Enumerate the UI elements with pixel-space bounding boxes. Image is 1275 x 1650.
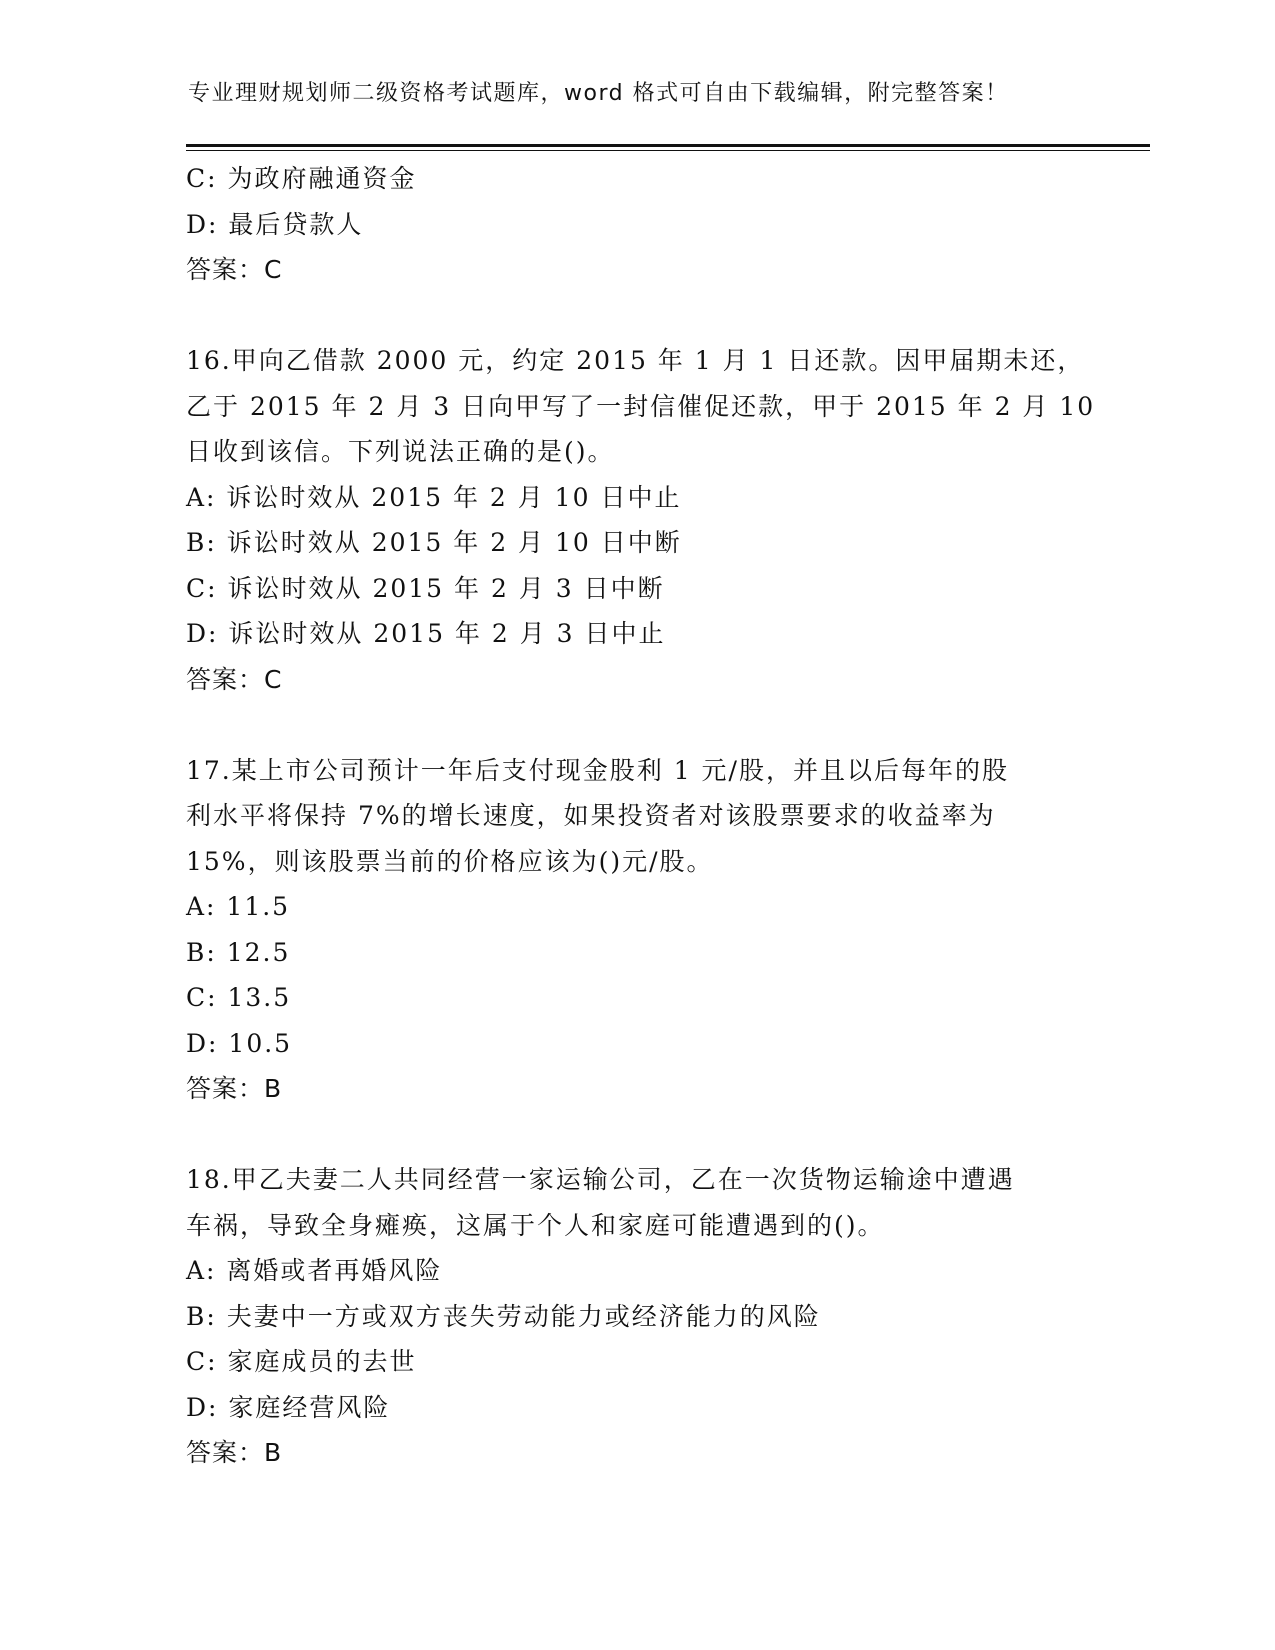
question-stem-line: 乙于 2015 年 2 月 3 日向甲写了一封信催促还款，甲于 2015 年 2 月 10 [186, 391, 1096, 421]
question-stem-line: 日收到该信。下列说法正确的是()。 [186, 437, 615, 466]
question-17 [186, 748, 1086, 1112]
option-b: B: 诉讼时效从 2015 年 2 月 10 日中断 [186, 528, 682, 557]
option-c: C: 为政府融通资金 [186, 164, 417, 193]
spacer [186, 1112, 1086, 1158]
option-a: A: 离婚或者再婚风险 [186, 1256, 443, 1285]
question-stem-line: 16.甲向乙借款 2000 元，约定 2015 年 1 月 1 日还款。因甲届期未还， [186, 346, 1085, 375]
option-d: D: 诉讼时效从 2015 年 2 月 3 日中止 [186, 619, 666, 648]
question-stem-line: 15%，则该股票当前的价格应该为()元/股。 [186, 846, 714, 876]
question-18 [186, 1157, 1086, 1476]
option-c: C: 家庭成员的去世 [186, 1347, 417, 1376]
spacer [186, 702, 1086, 748]
answer-line: 答案：B [186, 1074, 283, 1103]
option-c: C: 诉讼时效从 2015 年 2 月 3 日中断 [186, 573, 665, 603]
option-d: D: 家庭经营风险 [186, 1392, 391, 1422]
header-rule-thick [186, 144, 1150, 147]
document-body [186, 156, 1096, 1476]
question-stem-line: 18.甲乙夫妻二人共同经营一家运输公司，乙在一次货物运输途中遭遇 [186, 1165, 1015, 1194]
question-stem-line: 17.某上市公司预计一年后支付现金股利 1 元/股，并且以后每年的股 [186, 755, 1009, 785]
answer-line: 答案：B [186, 1438, 283, 1467]
question-stem-line: 车祸，导致全身瘫痪，这属于个人和家庭可能遭遇到的()。 [186, 1210, 885, 1240]
answer-line: 答案：C [186, 664, 283, 694]
option-a: A: 11.5 [186, 892, 291, 921]
question-stem-line: 利水平将保持 7%的增长速度，如果投资者对该股票要求的收益率为 [186, 801, 996, 830]
option-b: B: 12.5 [186, 937, 291, 967]
option-b: B: 夫妻中一方或双方丧失劳动能力或经济能力的风险 [186, 1301, 821, 1331]
option-d: D: 最后贷款人 [186, 209, 364, 239]
header-rule-thin [186, 150, 1150, 151]
option-d: D: 10.5 [186, 1028, 293, 1058]
option-a: A: 诉讼时效从 2015 年 2 月 10 日中止 [186, 482, 682, 512]
page-header-title: 专业理财规划师二级资格考试题库，word 格式可自由下载编辑，附完整答案！ [188, 81, 1009, 106]
answer-line: 答案：C [186, 255, 283, 284]
question-16 [186, 338, 1096, 702]
spacer [186, 293, 1086, 339]
question-fragment [186, 156, 1086, 293]
option-c: C: 13.5 [186, 983, 292, 1012]
